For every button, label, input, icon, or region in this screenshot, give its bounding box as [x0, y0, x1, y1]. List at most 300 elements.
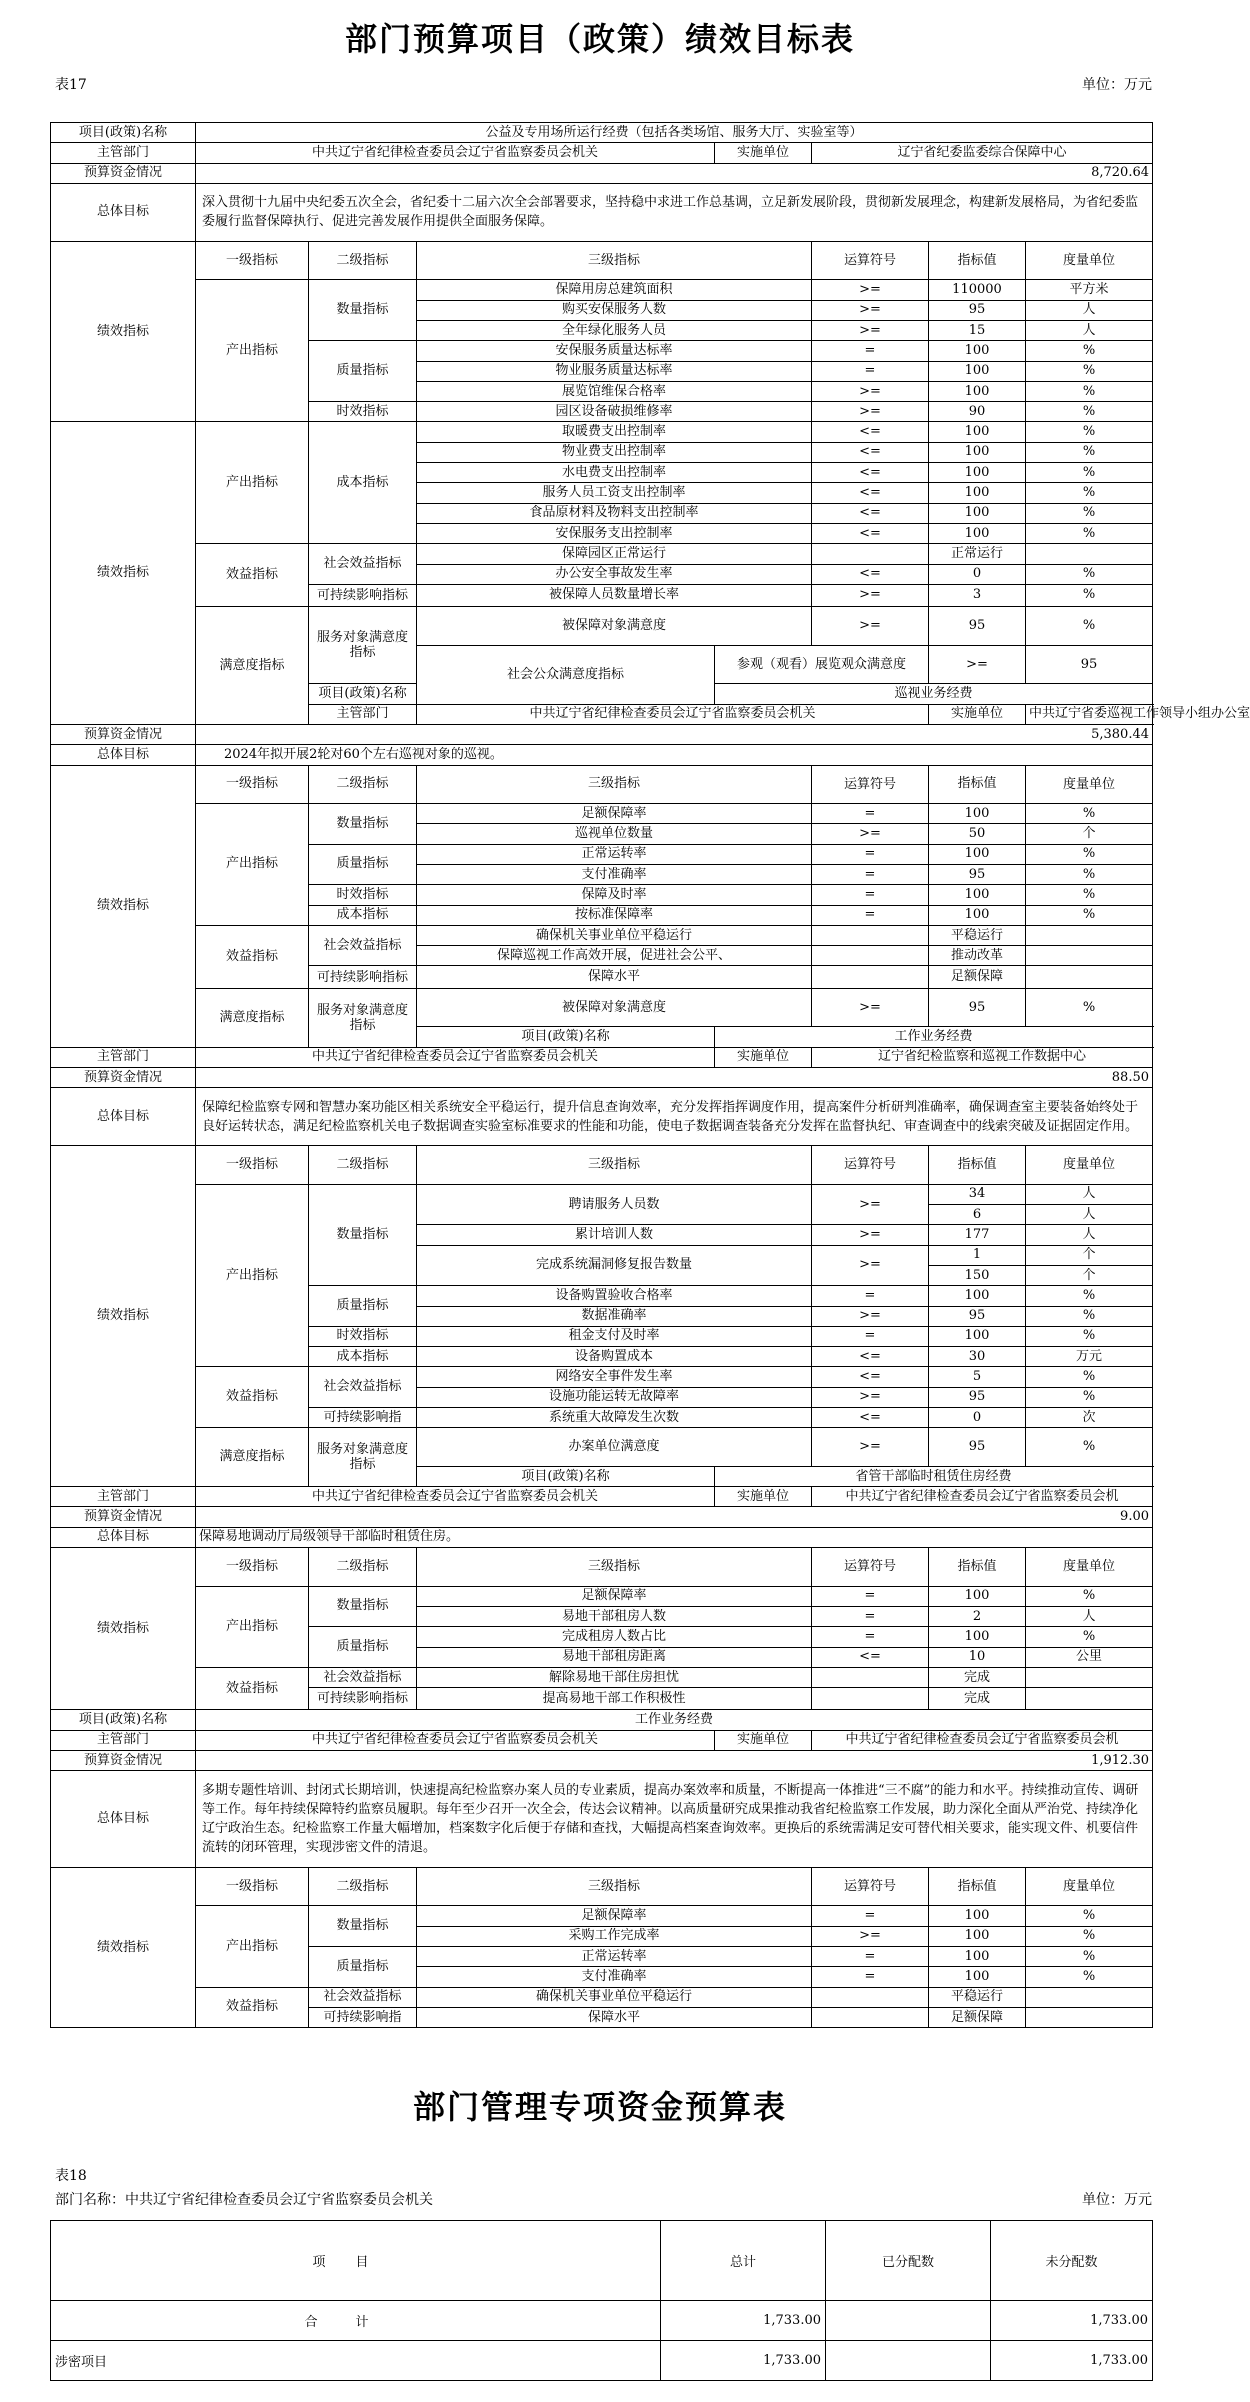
indicator-level3: 安保服务质量达标率 [417, 341, 812, 361]
indicator-value: 推动改革 [929, 946, 1026, 966]
table-row [51, 123, 1153, 143]
indicator-level3: 支付准确率 [417, 864, 812, 884]
table-row [51, 765, 1153, 804]
indicator-operator [812, 1688, 929, 1710]
indicator-level2: 成本指标 [309, 1347, 417, 1367]
total-row-unallocated: 1,733.00 [991, 2301, 1153, 2341]
indicator-value: 100 [929, 341, 1026, 361]
indicator-unit: % [1026, 341, 1153, 361]
indicator-value: 6 [929, 1205, 1026, 1225]
table-row [51, 1367, 1153, 1387]
project-name-label: 项目(政策)名称 [417, 1027, 715, 1047]
indicator-level3: 保障水平 [417, 2007, 812, 2027]
indicator-level2: 质量指标 [309, 1286, 417, 1327]
indicator-operator: <= [812, 503, 929, 523]
indicator-value: 1 [929, 1245, 1026, 1265]
indicator-level3: 物业费支出控制率 [417, 442, 812, 462]
indicator-value: 0 [929, 1408, 1026, 1428]
indicator-operator: <= [812, 1347, 929, 1367]
overall-goal-text: 深入贯彻十九届中央纪委五次全会，省纪委十二届六次全会部署要求，坚持稳中求进工作总基调，立足新发展阶段，贯彻新发展理念，构建新发展格局，为省纪委监委履行监督保障执行、促进完善发展作用提供全面服务保障。 [196, 183, 1153, 241]
indicator-operator [812, 946, 929, 966]
item-row-allocated [826, 2341, 991, 2381]
indicator-unit: 万元 [1026, 1347, 1153, 1367]
indicator-value: 100 [929, 381, 1026, 401]
indicator-level3: 被保障对象满意度 [417, 607, 812, 646]
table-row [51, 804, 1153, 824]
indicator-unit [1026, 1987, 1153, 2007]
indicator-level1: 满意度指标 [196, 988, 309, 1047]
performance-indicators-label: 绩效指标 [51, 241, 196, 422]
indicator-value: 150 [929, 1265, 1026, 1285]
indicator-operator: = [812, 1606, 929, 1626]
project-name: 工作业务经费 [715, 1027, 1153, 1047]
indicator-operator: = [812, 905, 929, 925]
indicator-operator: = [812, 864, 929, 884]
indicator-level3: 被保障对象满意度 [417, 988, 812, 1027]
indicator-level2: 可持续影响指标 [309, 966, 417, 988]
indicator-value: 100 [929, 483, 1026, 503]
project-name-label: 项目(政策)名称 [417, 1466, 715, 1486]
header-level3: 三级指标 [417, 1146, 812, 1185]
table17-title: 部门预算项目（政策）绩效目标表 [344, 20, 855, 58]
table-row [51, 143, 1153, 163]
indicator-value: 177 [929, 1225, 1026, 1245]
item-row-unallocated: 1,733.00 [991, 2341, 1153, 2381]
performance-indicators-label: 绩效指标 [51, 1146, 196, 1487]
indicator-level2: 社会效益指标 [309, 1987, 417, 2007]
indicator-operator: = [812, 844, 929, 864]
indicator-value: 足额保障 [929, 966, 1026, 988]
indicator-unit: % [1026, 1967, 1153, 1987]
header-allocated: 已分配数 [826, 2221, 991, 2301]
indicator-level3: 足额保障率 [417, 804, 812, 824]
implementing-unit-value: 辽宁省纪委监委综合保障中心 [812, 143, 1153, 163]
indicator-level3: 水电费支出控制率 [417, 463, 812, 483]
indicator-unit: % [1026, 402, 1153, 422]
indicator-level3: 完成租房人数占比 [417, 1627, 812, 1647]
indicator-level3: 被保障人员数量增长率 [417, 584, 812, 606]
indicator-level1: 满意度指标 [196, 607, 309, 725]
overall-goal-text: 保障易地调动厅局级领导干部临时租赁住房。 [196, 1527, 1153, 1547]
indicator-unit: % [1026, 1947, 1153, 1967]
indicator-unit: % [1026, 1326, 1153, 1346]
indicator-level1: 效益指标 [196, 1667, 309, 1710]
performance-indicators-label: 绩效指标 [51, 422, 196, 724]
indicator-operator: >= [812, 1184, 929, 1225]
implementing-unit-label: 实施单位 [715, 1730, 812, 1750]
indicator-level2: 可持续影响指 [309, 1408, 417, 1428]
indicator-operator: >= [812, 1428, 929, 1467]
indicator-level2: 质量指标 [309, 1947, 417, 1988]
indicator-level3: 保障用房总建筑面积 [417, 280, 812, 300]
department-value: 中共辽宁省纪律检查委员会辽宁省监察委员会机关 [196, 1047, 715, 1067]
indicator-value: 100 [929, 1947, 1026, 1967]
indicator-unit: % [1026, 1387, 1153, 1407]
indicator-value: 0 [929, 564, 1026, 584]
implementing-unit-label: 实施单位 [715, 143, 812, 163]
indicator-unit: % [1026, 463, 1153, 483]
indicator-value: 95 [929, 607, 1026, 646]
indicator-level3: 服务人员工资支出控制率 [417, 483, 812, 503]
indicator-level2: 可持续影响指标 [309, 1688, 417, 1710]
indicator-operator: >= [812, 824, 929, 844]
indicator-level3: 全年绿化服务人员 [417, 320, 812, 340]
table-row [51, 1428, 1153, 1467]
indicator-level3: 展览馆维保合格率 [417, 381, 812, 401]
indicator-level3: 保障园区正常运行 [417, 544, 812, 564]
indicator-value: 15 [929, 320, 1026, 340]
indicator-operator [812, 1987, 929, 2007]
indicator-level2: 可持续影响指标 [309, 584, 417, 606]
department-name: 部门名称：中共辽宁省纪律检查委员会辽宁省监察委员会机关 [55, 2192, 433, 2208]
table-row [51, 724, 1153, 744]
indicator-level2: 社会效益指标 [309, 544, 417, 585]
indicator-value: 90 [929, 402, 1026, 422]
indicator-operator: <= [812, 442, 929, 462]
indicator-unit: % [1026, 804, 1153, 824]
header-value: 指标值 [929, 1548, 1026, 1587]
indicator-level1: 满意度指标 [196, 1428, 309, 1487]
table-row [51, 163, 1153, 183]
indicator-value: 100 [929, 463, 1026, 483]
table18-unit: 单位：万元 [1082, 2192, 1152, 2208]
indicator-level3: 正常运转率 [417, 844, 812, 864]
indicator-unit [1026, 925, 1153, 945]
indicator-level3: 累计培训人数 [417, 1225, 812, 1245]
indicator-operator: <= [812, 1647, 929, 1667]
indicator-level3: 足额保障率 [417, 1906, 812, 1926]
indicator-level2: 数量指标 [309, 280, 417, 341]
project-name: 巡视业务经费 [715, 684, 1153, 704]
budget-funds-value: 9.00 [196, 1507, 1153, 1527]
indicator-value: 3 [929, 584, 1026, 606]
indicator-value: 50 [929, 824, 1026, 844]
indicator-unit: 个 [1026, 1245, 1153, 1265]
indicator-value: 95 [929, 864, 1026, 884]
indicator-unit: % [1026, 1906, 1153, 1926]
header-level1: 一级指标 [196, 1548, 309, 1587]
table-row [51, 422, 1153, 442]
indicator-operator: >= [812, 1306, 929, 1326]
indicator-unit [1026, 2007, 1153, 2027]
indicator-value: 100 [929, 442, 1026, 462]
table-row [51, 1751, 1153, 1771]
indicator-value: 100 [929, 1586, 1026, 1606]
indicator-unit: % [1026, 564, 1153, 584]
indicator-level3: 保障及时率 [417, 885, 812, 905]
indicator-level3: 完成系统漏洞修复报告数量 [417, 1245, 812, 1286]
header-unit: 度量单位 [1026, 1548, 1153, 1587]
indicator-operator [812, 925, 929, 945]
indicator-operator: >= [812, 1926, 929, 1946]
indicator-operator: = [812, 1967, 929, 1987]
table-row [51, 1507, 1153, 1527]
table-row [51, 1867, 1153, 1906]
header-unallocated: 未分配数 [991, 2221, 1153, 2301]
indicator-value: 100 [929, 905, 1026, 925]
indicator-value: 100 [929, 503, 1026, 523]
table-row [51, 1088, 1153, 1146]
header-level2: 二级指标 [309, 1146, 417, 1185]
indicator-level3: 易地干部租房人数 [417, 1606, 812, 1626]
performance-goals-table [50, 122, 1250, 2028]
indicator-level3: 确保机关事业单位平稳运行 [417, 1987, 812, 2007]
header-level3: 三级指标 [417, 1867, 812, 1906]
header-value: 指标值 [929, 1867, 1026, 1906]
header-operator: 运算符号 [812, 1548, 929, 1587]
indicator-level3: 聘请服务人员数 [417, 1184, 812, 1225]
indicator-value: 正常运行 [929, 544, 1026, 564]
indicator-level3: 物业服务质量达标率 [417, 361, 812, 381]
indicator-operator: <= [812, 564, 929, 584]
indicator-value: 110000 [929, 280, 1026, 300]
indicator-unit: 个 [1026, 824, 1153, 844]
indicator-level2: 时效指标 [309, 885, 417, 905]
indicator-level3: 取暖费支出控制率 [417, 422, 812, 442]
indicator-level2: 可持续影响指 [309, 2007, 417, 2027]
indicator-level3: 食品原材料及物料支出控制率 [417, 503, 812, 523]
header-unit: 度量单位 [1026, 1867, 1153, 1906]
table-row [51, 1146, 1153, 1185]
indicator-unit: % [1026, 1926, 1153, 1946]
project-name: 公益及专用场所运行经费（包括各类场馆、服务大厅、实验室等） [196, 123, 1153, 143]
indicator-level1: 产出指标 [196, 1906, 309, 1987]
header-level1: 一级指标 [196, 241, 309, 280]
indicator-level2: 社会效益指标 [309, 1667, 417, 1687]
budget-funds-value: 5,380.44 [196, 724, 1153, 744]
indicator-unit: % [1026, 584, 1153, 606]
indicator-level3: 保障巡视工作高效开展，促进社会公平、 [417, 946, 812, 966]
implementing-unit-value: 中共辽宁省纪律检查委员会辽宁省监察委员会机 [812, 1730, 1153, 1750]
indicator-level3: 巡视单位数量 [417, 824, 812, 844]
indicator-unit [1026, 946, 1153, 966]
indicator-value: 完成 [929, 1667, 1026, 1687]
performance-indicators-label: 绩效指标 [51, 1867, 196, 2027]
indicator-level3: 提高易地干部工作积极性 [417, 1688, 812, 1710]
indicator-level3: 系统重大故障发生次数 [417, 1408, 812, 1428]
header-level2: 二级指标 [309, 241, 417, 280]
indicator-unit: % [1026, 361, 1153, 381]
indicator-operator: >= [812, 1387, 929, 1407]
indicator-operator: = [812, 1906, 929, 1926]
department-value: 中共辽宁省纪律检查委员会辽宁省监察委员会机关 [417, 704, 929, 724]
indicator-level3: 办案单位满意度 [417, 1428, 812, 1467]
indicator-unit: % [1026, 1286, 1153, 1306]
department-label: 主管部门 [51, 1487, 196, 1507]
indicator-level2: 质量指标 [309, 1627, 417, 1668]
overall-goal-label: 总体目标 [51, 1527, 196, 1547]
header-level2: 二级指标 [309, 765, 417, 804]
indicator-level1: 产出指标 [196, 804, 309, 926]
table-row [51, 1184, 1153, 1204]
indicator-unit: 公里 [1026, 1647, 1153, 1667]
indicator-value: 10 [929, 1647, 1026, 1667]
performance-indicators-label: 绩效指标 [51, 1548, 196, 1710]
indicator-level3: 支付准确率 [417, 1967, 812, 1987]
header-value: 指标值 [929, 1146, 1026, 1185]
implementing-unit-label: 实施单位 [715, 1487, 812, 1507]
indicator-value: 100 [929, 1906, 1026, 1926]
header-unit: 度量单位 [1026, 765, 1153, 804]
table-row [51, 241, 1153, 280]
header-operator: 运算符号 [812, 241, 929, 280]
total-row-label: 合计 [51, 2301, 661, 2341]
indicator-level3: 租金支付及时率 [417, 1326, 812, 1346]
indicator-operator: = [812, 804, 929, 824]
header-unit: 度量单位 [1026, 241, 1153, 280]
indicator-level2: 质量指标 [309, 844, 417, 885]
table-row [51, 1771, 1153, 1868]
indicator-level1: 效益指标 [196, 1367, 309, 1428]
table-row [51, 925, 1153, 945]
indicator-operator [812, 1667, 929, 1687]
department-label: 主管部门 [309, 704, 417, 724]
indicator-level2: 时效指标 [309, 402, 417, 422]
indicator-value: 95 [929, 300, 1026, 320]
indicator-level2: 服务对象满意度指标 [309, 988, 417, 1047]
indicator-value: 足额保障 [929, 2007, 1026, 2027]
budget-funds-value: 1,912.30 [196, 1751, 1153, 1771]
project-name: 省管干部临时租赁住房经费 [715, 1466, 1153, 1486]
indicator-level2: 数量指标 [309, 804, 417, 845]
indicator-operator: >= [812, 988, 929, 1027]
indicator-unit: % [1026, 1428, 1153, 1467]
indicator-unit: 人 [1026, 1225, 1153, 1245]
indicator-operator: <= [812, 1408, 929, 1428]
indicator-value: 100 [929, 422, 1026, 442]
indicator-level1: 产出指标 [196, 1184, 309, 1367]
header-unit: 度量单位 [1026, 1146, 1153, 1185]
table-row [51, 1667, 1153, 1687]
indicator-operator: >= [812, 280, 929, 300]
indicator-unit: 平方米 [1026, 280, 1153, 300]
indicator-unit: % [1026, 422, 1153, 442]
indicator-operator: >= [812, 300, 929, 320]
indicator-level2: 数量指标 [309, 1906, 417, 1947]
indicator-operator: <= [812, 463, 929, 483]
table-row [51, 1067, 1153, 1087]
indicator-value: 34 [929, 1184, 1026, 1204]
indicator-unit: % [1026, 905, 1153, 925]
indicator-operator: <= [812, 483, 929, 503]
project-name-label: 项目(政策)名称 [51, 1710, 196, 1730]
header-level1: 一级指标 [196, 1867, 309, 1906]
indicator-unit: % [1026, 1627, 1153, 1647]
department-label: 主管部门 [51, 1047, 196, 1067]
indicator-level1: 效益指标 [196, 925, 309, 988]
indicator-level1: 效益指标 [196, 544, 309, 607]
special-funds-table [50, 2220, 1153, 2381]
indicator-value: 100 [929, 523, 1026, 543]
indicator-level1: 产出指标 [196, 280, 309, 422]
table-row [51, 1586, 1153, 1606]
total-row-allocated [826, 2301, 991, 2341]
indicator-level3: 采购工作完成率 [417, 1926, 812, 1946]
indicator-value: 100 [929, 1627, 1026, 1647]
indicator-value: 100 [929, 885, 1026, 905]
indicator-operator: >= [812, 584, 929, 606]
table-row [51, 745, 1153, 765]
indicator-level3: 安保服务支出控制率 [417, 523, 812, 543]
table17-number: 表17 [55, 77, 87, 93]
indicator-value: 100 [929, 361, 1026, 381]
table-row [51, 544, 1153, 564]
indicator-level2: 时效指标 [309, 1326, 417, 1346]
table-row [51, 280, 1153, 300]
indicator-unit [1026, 1667, 1153, 1687]
indicator-level2: 服务对象满意度指标 [309, 607, 417, 684]
indicator-level3: 设备购置验收合格率 [417, 1286, 812, 1306]
indicator-level1: 效益指标 [196, 1987, 309, 2028]
indicator-operator: <= [812, 422, 929, 442]
indicator-level3: 网络安全事件发生率 [417, 1367, 812, 1387]
indicator-value: 100 [929, 1967, 1026, 1987]
indicator-unit: % [1026, 607, 1153, 646]
indicator-value: 100 [929, 1926, 1026, 1946]
indicator-unit: % [1026, 381, 1153, 401]
indicator-value: 100 [929, 1326, 1026, 1346]
indicator-unit: 人 [1026, 1205, 1153, 1225]
header-level2: 二级指标 [309, 1867, 417, 1906]
budget-funds-label: 预算资金情况 [51, 1751, 196, 1771]
implementing-unit-label: 实施单位 [715, 1047, 812, 1067]
indicator-unit: % [1026, 1306, 1153, 1326]
header-total: 总计 [661, 2221, 826, 2301]
overall-goal-text: 2024年拟开展2轮对60个左右巡视对象的巡视。 [196, 745, 1153, 765]
indicator-unit: % [1026, 483, 1153, 503]
indicator-value: 95 [1026, 645, 1153, 684]
indicator-value: 5 [929, 1367, 1026, 1387]
indicator-unit: % [1026, 844, 1153, 864]
indicator-level2: 服务对象满意度指标 [309, 1428, 417, 1487]
header-level3: 三级指标 [417, 765, 812, 804]
table-row [51, 607, 1153, 646]
indicator-level3: 保障水平 [417, 966, 812, 988]
indicator-unit: % [1026, 442, 1153, 462]
indicator-unit: % [1026, 1367, 1153, 1387]
indicator-value: 平稳运行 [929, 1987, 1026, 2007]
department-value: 中共辽宁省纪律检查委员会辽宁省监察委员会机关 [196, 143, 715, 163]
table-row [51, 1548, 1153, 1587]
table-row [51, 183, 1153, 241]
budget-funds-value: 8,720.64 [196, 163, 1153, 183]
indicator-operator: = [812, 1947, 929, 1967]
overall-goal-label: 总体目标 [51, 745, 196, 765]
indicator-level3: 数据准确率 [417, 1306, 812, 1326]
department-label: 主管部门 [51, 1730, 196, 1750]
overall-goal-label: 总体目标 [51, 183, 196, 241]
budget-funds-label: 预算资金情况 [51, 724, 196, 744]
indicator-level2: 社会效益指标 [309, 1367, 417, 1408]
indicator-level3: 易地干部租房距离 [417, 1647, 812, 1667]
indicator-level3: 办公安全事故发生率 [417, 564, 812, 584]
indicator-level3: 设备购置成本 [417, 1347, 812, 1367]
performance-indicators-label: 绩效指标 [51, 765, 196, 1047]
table-row [51, 988, 1153, 1027]
header-value: 指标值 [929, 765, 1026, 804]
budget-funds-label: 预算资金情况 [51, 1507, 196, 1527]
indicator-unit: 人 [1026, 1184, 1153, 1204]
indicator-level3: 参观（观看）展览观众满意度 [715, 645, 929, 684]
indicator-value: 完成 [929, 1688, 1026, 1710]
overall-goal-label: 总体目标 [51, 1771, 196, 1868]
indicator-operator: >= [929, 645, 1026, 684]
indicator-level2: 数量指标 [309, 1184, 417, 1285]
indicator-level1: 产出指标 [196, 422, 309, 544]
project-name: 工作业务经费 [196, 1710, 1153, 1730]
indicator-level2: 质量指标 [309, 341, 417, 402]
indicator-operator [812, 544, 929, 564]
